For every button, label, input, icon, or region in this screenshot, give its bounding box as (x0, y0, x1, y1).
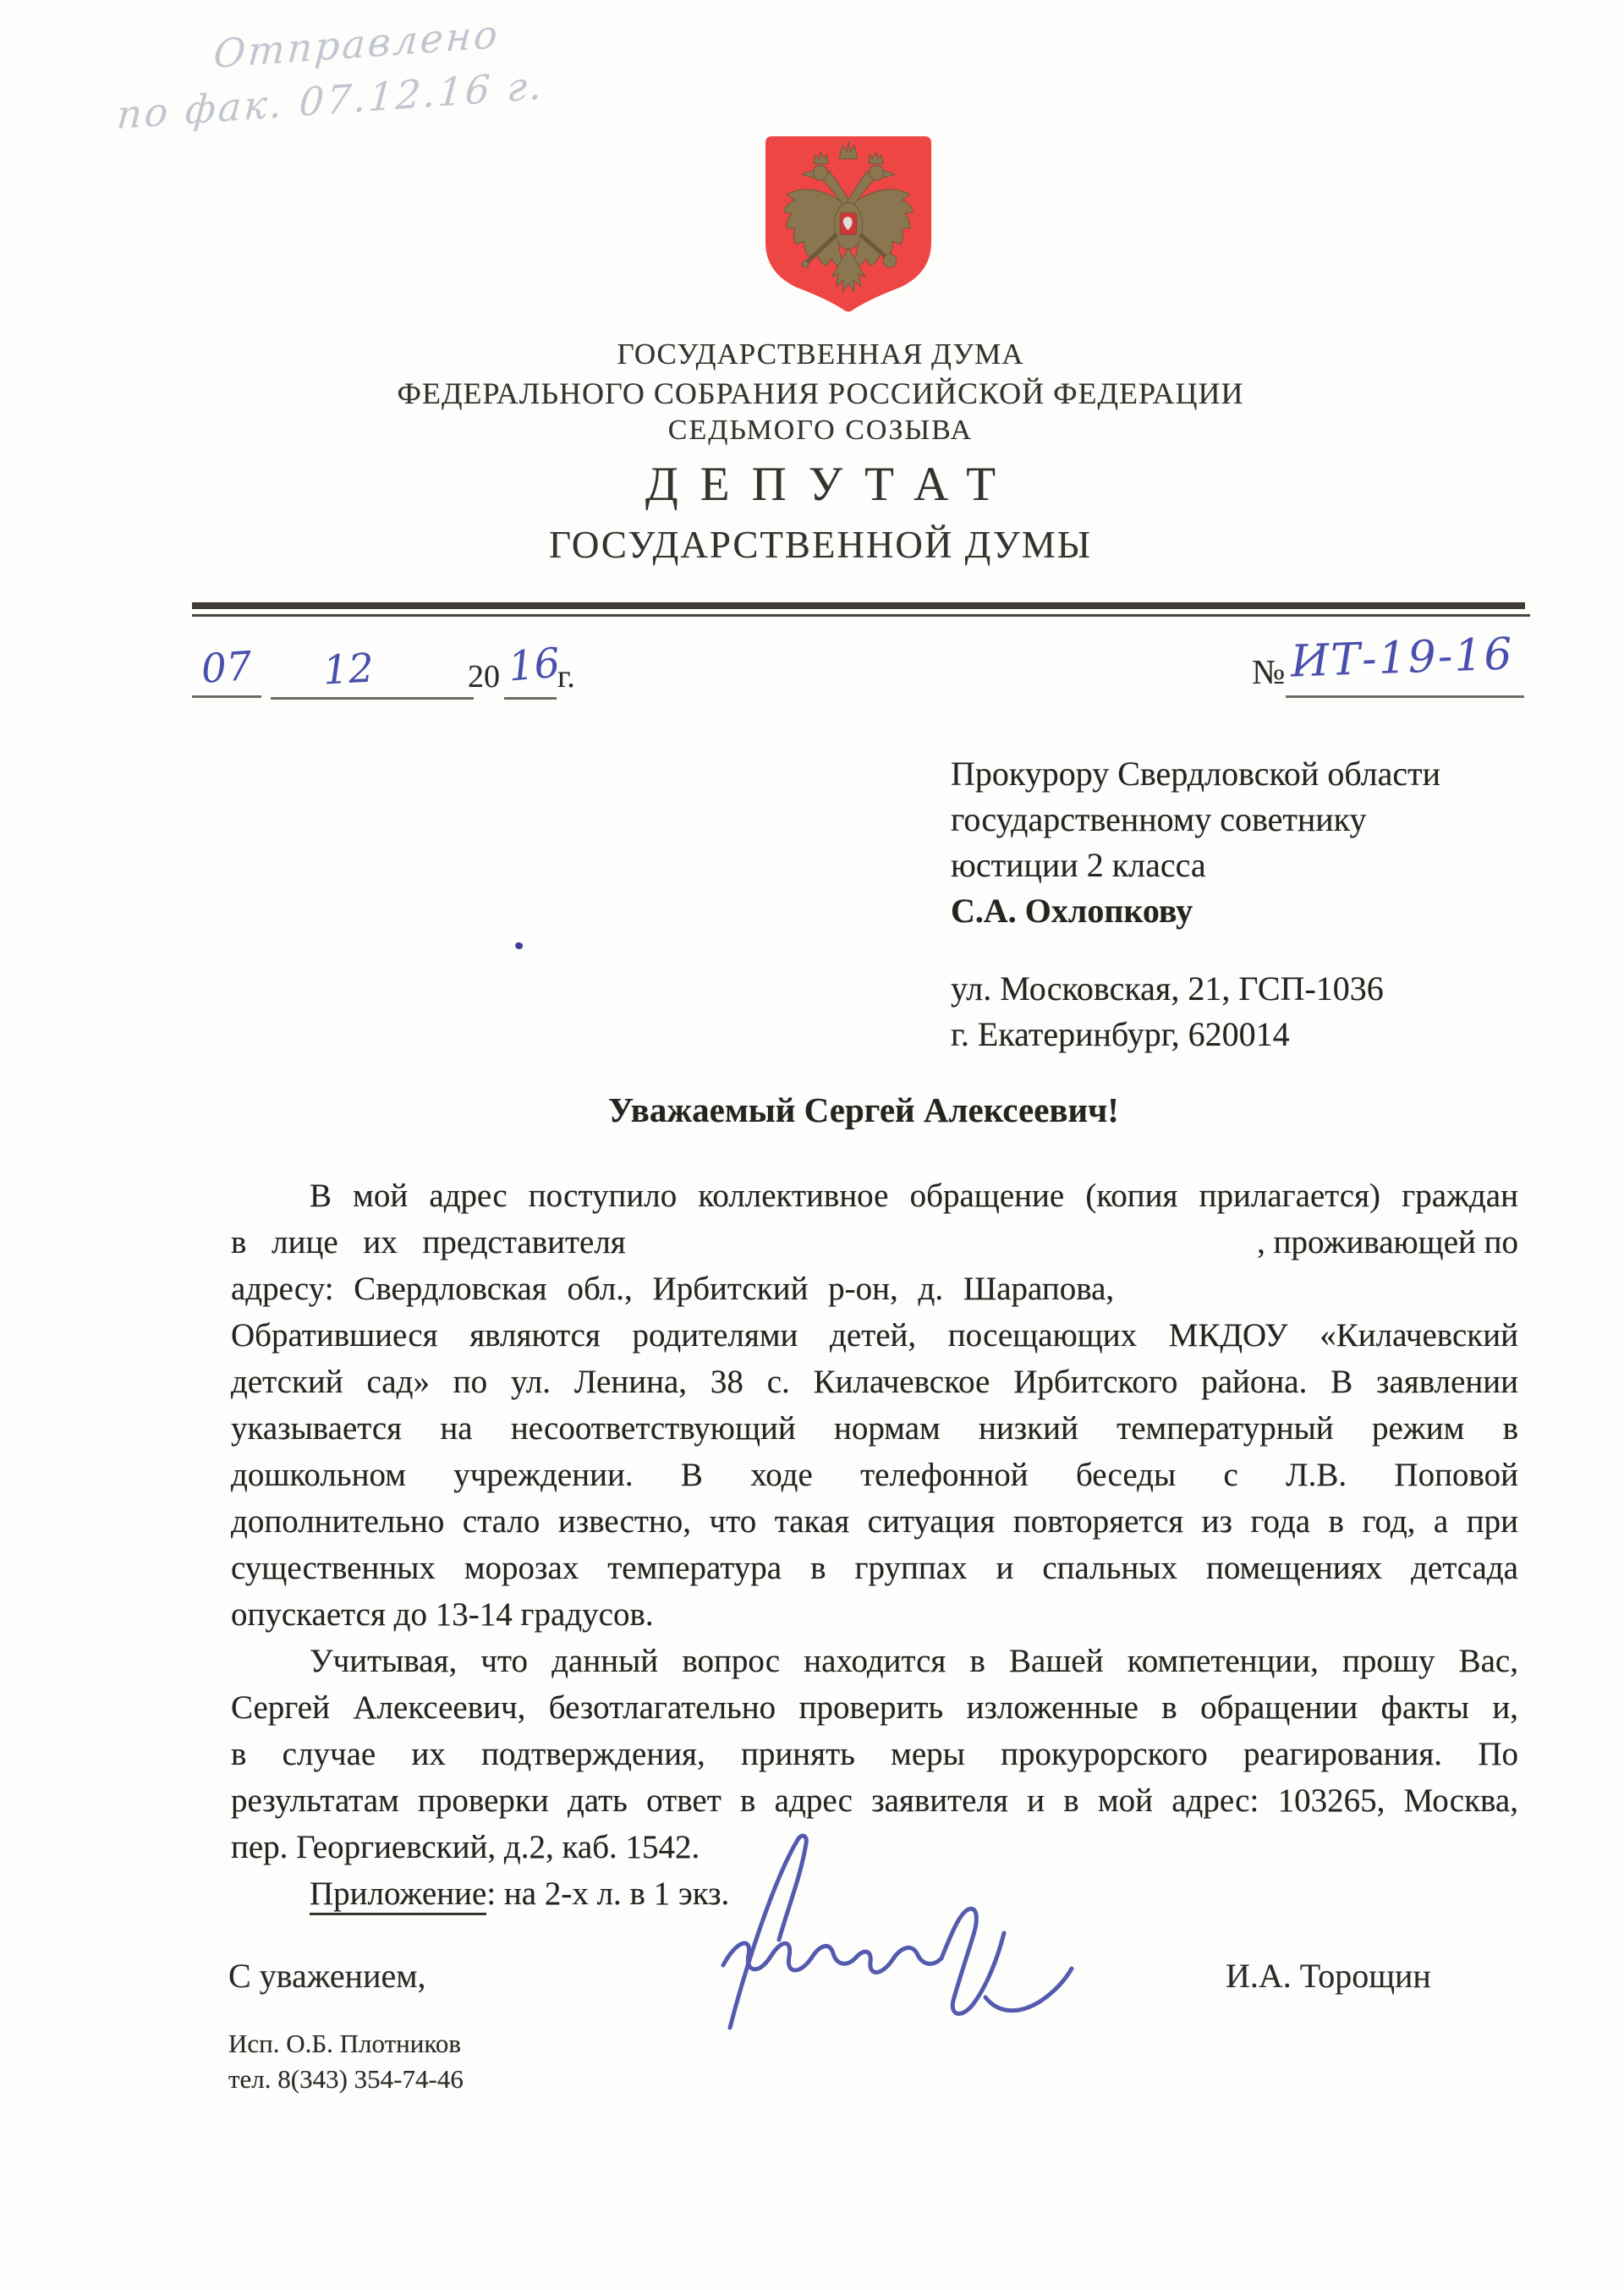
attachment-label: Приложение (310, 1875, 486, 1915)
representative-text-right: , проживающей по (1257, 1224, 1518, 1260)
separator-rule-thick (192, 602, 1525, 609)
letterhead-org-line3: СЕДЬМОГО СОЗЫВА (667, 415, 974, 446)
date-year-blank-line (504, 697, 557, 700)
body-line: адресу: Свердловская обл., Ирбитский р-он, д. Шарапова, (231, 1271, 1115, 1307)
recipient-line1: Прокурору Свердловской области (951, 755, 1441, 793)
body-line: в случае их подтверждения, принять меры прокурорского реагирования. По (231, 1736, 1518, 1772)
printed-year-prefix: 20 (468, 659, 500, 695)
separator-rule-thin (192, 614, 1530, 617)
body-line: результатам проверки дать ответ в адрес заявителя и в мой адрес: 103265, Москва, (231, 1782, 1518, 1819)
recipient-line2: государственному советнику (951, 800, 1367, 838)
handwritten-year: 16 (506, 639, 562, 691)
signoff-regards: С уважением, (228, 1957, 426, 1995)
body-line: Обратившиеся являются родителями детей, посещающих МКДОУ «Килачевский (231, 1317, 1518, 1354)
phone-line: тел. 8(343) 354-74-46 (228, 2064, 464, 2094)
letterhead-title-deputy-text: ДЕПУТАТ (645, 458, 1018, 511)
handwritten-signature (706, 1831, 1095, 2039)
body-line: указывается на несоответствующий нормам низкий температурный режим в (231, 1410, 1518, 1447)
recipient-name: С.А. Охлопкову (951, 892, 1193, 930)
body-line: В мой адрес поступило коллективное обращение (копия прилагается) граждан (310, 1178, 1518, 1214)
recipient-address1: ул. Московская, 21, ГСП-1036 (951, 969, 1384, 1008)
body-line: существенных морозах температура в группах и спальных помещениях детсада (231, 1550, 1518, 1586)
pencil-note-line1: Отправлено (211, 10, 502, 77)
attachment-rest: : на 2-х л. в 1 экз. (486, 1875, 730, 1912)
handwritten-doc-number: ИТ-19-16 (1290, 629, 1515, 688)
printed-year-suffix: г. (557, 659, 575, 695)
body-line: детский сад» по ул. Ленина, 38 с. Килачевское Ирбитского района. В заявлении (231, 1364, 1518, 1400)
letterhead-title-deputy (0, 457, 1624, 512)
recipient-spacer (951, 934, 1440, 966)
recipient-block (951, 751, 1440, 1057)
recipient-line3: юстиции 2 класса (951, 846, 1206, 884)
representative-text-left: в лице их представителя (231, 1224, 626, 1260)
body-line: Сергей Алексеевич, безотлагательно проверить изложенные в обращении факты и, (231, 1689, 1518, 1726)
letterhead-org-line1: ГОСУДАРСТВЕННАЯ ДУМА (617, 338, 1024, 371)
letterhead-org-line2: ФЕДЕРАЛЬНОГО СОБРАНИЯ РОССИЙСКОЙ ФЕДЕРАЦИИ (397, 376, 1244, 410)
body-line: дополнительно стало известно, что такая ситуация повторяется из года в год, а при (231, 1503, 1518, 1540)
ink-dot-artifact (514, 942, 524, 951)
body-line: пер. Георгиевский, д.2, каб. 1542. (231, 1829, 700, 1865)
doc-number-label: № (1252, 652, 1286, 691)
salutation: Уважаемый Сергей Алексеевич! (608, 1090, 1119, 1129)
date-month-blank-line (271, 697, 474, 700)
signoff-name: И.А. Торощин (1226, 1957, 1431, 1995)
pencil-note-line2: по фак. 07.12.16 г. (115, 62, 546, 139)
letter-body (231, 1172, 1518, 1917)
coat-of-arms-russia-icon (765, 135, 931, 320)
handwritten-day: 07 (200, 642, 254, 694)
body-line: Учитывая, что данный вопрос находится в Вашей компетенции, прошу Вас, (310, 1643, 1518, 1679)
doc-number-blank-line (1286, 695, 1524, 698)
body-line: дошкольном учреждении. В ходе телефонной беседы с Л.В. Поповой (231, 1457, 1518, 1493)
handwritten-month: 12 (321, 645, 376, 695)
body-line: опускается до 13-14 градусов. (231, 1596, 654, 1633)
recipient-address2: г. Екатеринбург, 620014 (951, 1015, 1290, 1053)
body-line-representative (231, 1219, 1518, 1266)
date-day-blank-line (192, 695, 261, 698)
pencil-note (115, 3, 550, 142)
executor-line: Исп. О.Б. Плотников (228, 2029, 461, 2058)
letterhead-title-duma: ГОСУДАРСТВЕННОЙ ДУМЫ (548, 524, 1093, 566)
